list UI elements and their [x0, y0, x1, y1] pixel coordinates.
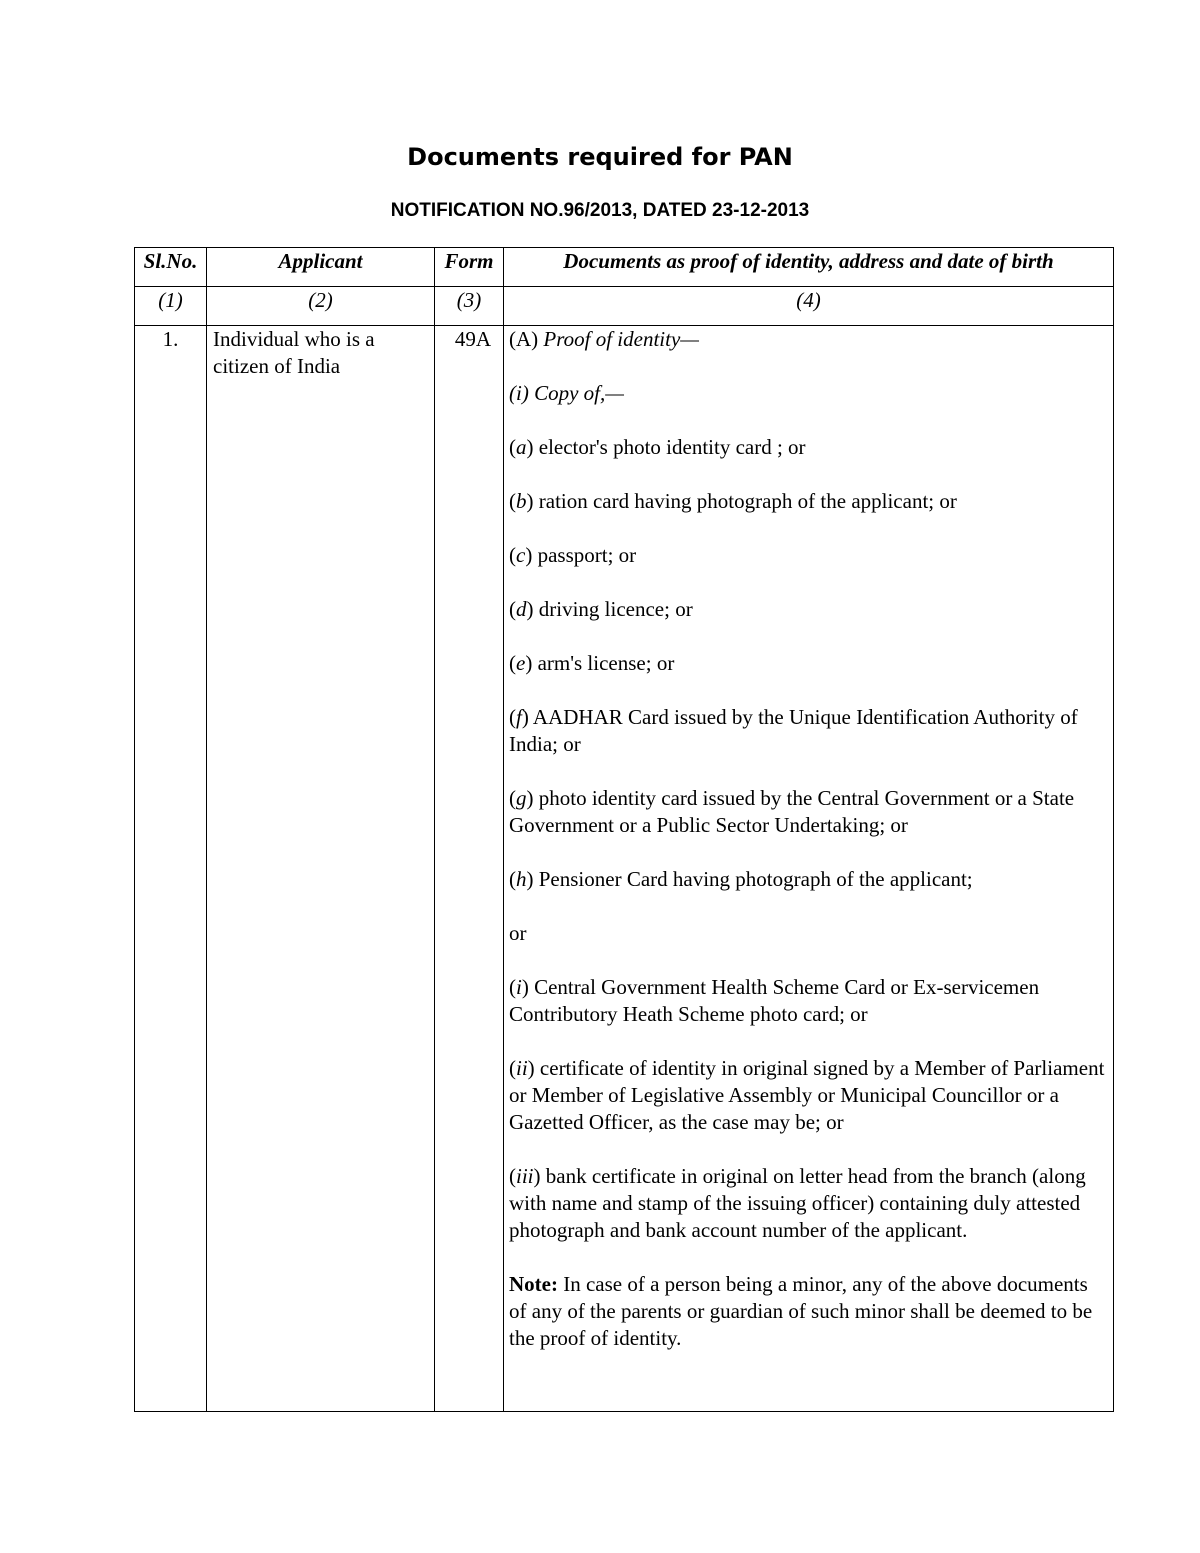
- item-text: elector's photo identity card ; or: [533, 435, 806, 459]
- row-applicant: Individual who is a citizen of India: [207, 326, 435, 1412]
- note-paragraph: [509, 1271, 1107, 1352]
- subsection-heading: [509, 380, 1107, 407]
- column-number: (1): [135, 287, 207, 326]
- item-label: d: [516, 597, 527, 621]
- list-item: (i) Central Government Health Scheme Card or Ex-servicemen Contributory Heath Scheme photo card; or: [509, 975, 1040, 1026]
- item-label: e: [516, 651, 526, 675]
- item-label: b: [516, 489, 527, 513]
- note-label: Note:: [509, 1272, 558, 1296]
- item-label: h: [516, 867, 527, 891]
- item-text: passport; or: [532, 543, 637, 567]
- page-title: Documents required for PAN: [407, 143, 793, 171]
- subsection-text: Copy of,—: [528, 381, 624, 405]
- section-label: (A): [509, 327, 539, 351]
- subsection-label: (i): [509, 381, 529, 405]
- list-item: (iii) bank certificate in original on letter head from the branch (along with name and stamp of the issuing officer) containing duly attested photograph and bank account number of the applicant.: [509, 1164, 1086, 1242]
- documents-table: [134, 247, 1114, 1412]
- item-label: c: [516, 543, 526, 567]
- list-item: (f) AADHAR Card issued by the Unique Identification Authority of India; or: [509, 705, 1078, 756]
- row-form: 49A: [435, 326, 504, 1412]
- or-separator: or: [509, 921, 527, 945]
- list-item: (c) passport; or: [509, 543, 637, 567]
- item-text: arm's license; or: [532, 651, 675, 675]
- column-number: (4): [504, 287, 1114, 326]
- item-text: Pensioner Card having photograph of the applicant;: [533, 867, 973, 891]
- row-documents: [504, 326, 1114, 1412]
- header-sl-no: Sl.No.: [135, 248, 207, 287]
- table-row: [135, 326, 1114, 1412]
- item-text: certificate of identity in original signed by a Member of Parliament or Member of Legislative Assembly or Municipal Councillor or a Gazetted Officer, as the case may be; or: [509, 1056, 1105, 1134]
- item-label: a: [516, 435, 527, 459]
- list-item: (h) Pensioner Card having photograph of the applicant;: [509, 867, 973, 891]
- item-label: f: [516, 705, 522, 729]
- item-label: iii: [516, 1164, 534, 1188]
- list-item: (a) elector's photo identity card ; or: [509, 435, 806, 459]
- item-text: driving licence; or: [533, 597, 693, 621]
- header-documents: Documents as proof of identity, address and date of birth: [504, 248, 1114, 287]
- list-item: (d) driving licence; or: [509, 597, 693, 621]
- header-form: Form: [435, 248, 504, 287]
- list-item: (g) photo identity card issued by the Central Government or a State Government or a Public Sector Undertaking; or: [509, 786, 1075, 837]
- list-item: (ii) certificate of identity in original signed by a Member of Parliament or Member of Legislative Assembly or Municipal Councillor or a Gazetted Officer, as the case may be; or: [509, 1056, 1105, 1134]
- list-item: (b) ration card having photograph of the applicant; or: [509, 489, 957, 513]
- item-text: AADHAR Card issued by the Unique Identification Authority of India; or: [509, 705, 1078, 756]
- note-text: In case of a person being a minor, any of the above documents of any of the parents or guardian of such minor shall be deemed to be the proof of identity.: [509, 1272, 1093, 1350]
- row-sl-no: 1.: [135, 326, 207, 1412]
- column-number: (2): [207, 287, 435, 326]
- item-text: photo identity card issued by the Central Government or a State Government or a Public Sector Undertaking; or: [509, 786, 1075, 837]
- item-text: Central Government Health Scheme Card or Ex-servicemen Contributory Heath Scheme photo card; or: [509, 975, 1040, 1026]
- list-item: (e) arm's license; or: [509, 651, 675, 675]
- section-text: Proof of identity—: [538, 327, 699, 351]
- item-label: i: [516, 975, 522, 999]
- column-number: (3): [435, 287, 504, 326]
- item-text: ration card having photograph of the applicant; or: [533, 489, 957, 513]
- item-label: ii: [516, 1056, 528, 1080]
- header-applicant: Applicant: [207, 248, 435, 287]
- item-text: bank certificate in original on letter head from the branch (along with name and stamp of the issuing officer) containing duly attested photograph and bank account number of the applicant.: [509, 1164, 1086, 1242]
- item-label: g: [516, 786, 527, 810]
- section-heading: [509, 326, 1107, 353]
- header-row: [135, 248, 1114, 287]
- notification-heading: NOTIFICATION NO.96/2013, DATED 23-12-2013: [390, 200, 810, 221]
- column-number-row: [135, 287, 1114, 326]
